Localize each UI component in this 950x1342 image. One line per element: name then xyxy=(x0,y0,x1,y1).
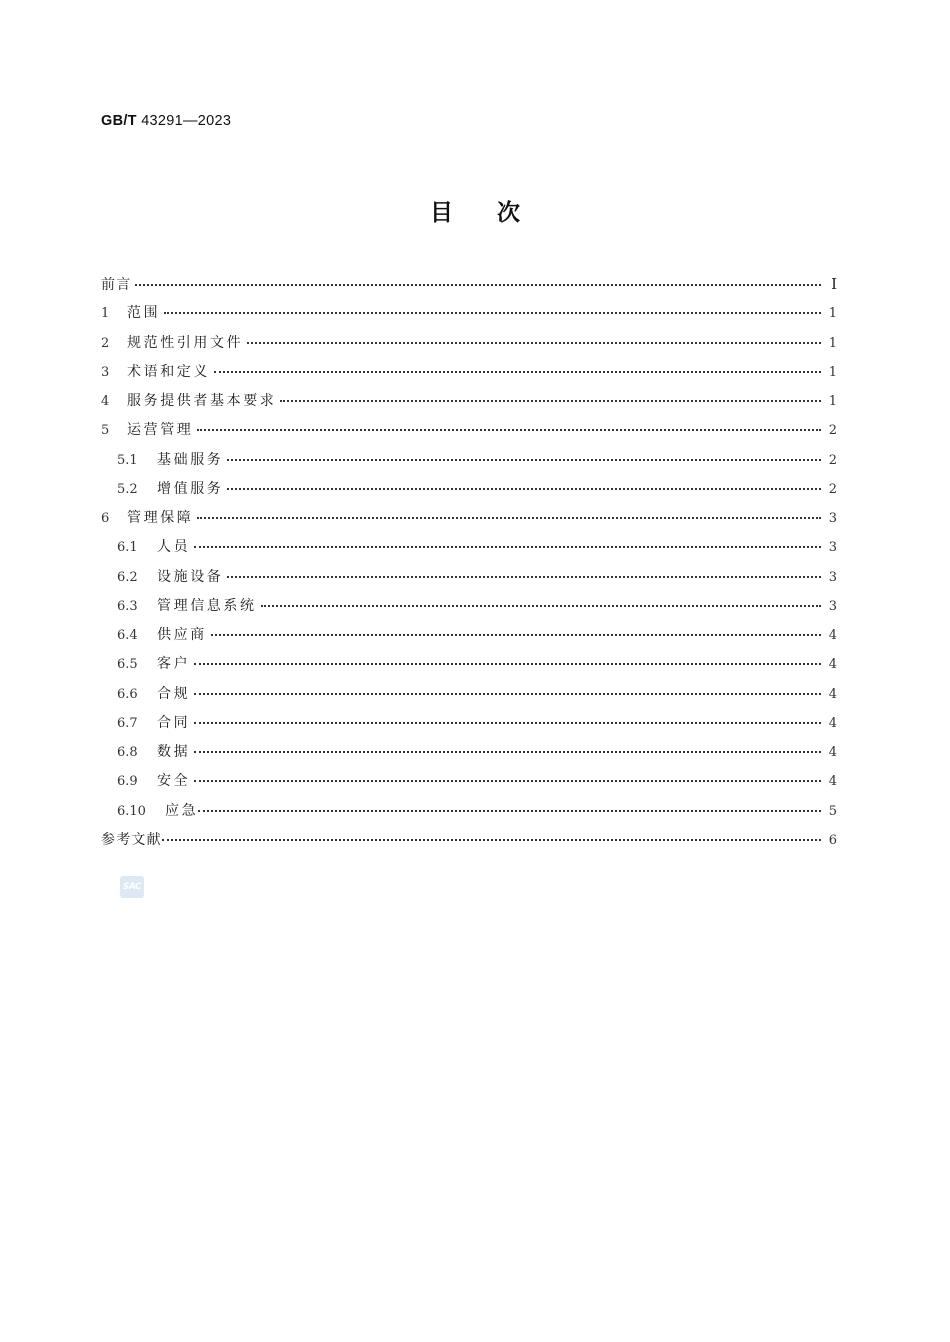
toc-entry-references[interactable] xyxy=(101,830,837,859)
toc-entry-number: 5 xyxy=(101,423,110,439)
toc-leader xyxy=(194,659,821,665)
toc-entry-label: 供应商 xyxy=(157,627,207,643)
toc-entry-3[interactable] xyxy=(101,362,837,391)
toc-leader xyxy=(247,338,821,344)
toc-entry-number: 6.8 xyxy=(117,745,138,760)
toc-entry-number: 6.5 xyxy=(117,657,138,673)
toc-entry-number: 6.9 xyxy=(117,774,138,790)
toc-entry-6-6[interactable] xyxy=(101,684,837,713)
toc-entry-label: 数据 xyxy=(157,744,191,760)
toc-entry-2[interactable] xyxy=(101,333,837,362)
toc-leader xyxy=(227,484,821,490)
toc-entry-label: 合规 xyxy=(157,685,191,702)
toc-entry-label: 术语和定义 xyxy=(127,363,210,380)
toc-entry-label: 规范性引用文件 xyxy=(127,334,244,351)
toc-entry-page: 2 xyxy=(828,452,837,468)
toc-entry-label: 设施设备 xyxy=(157,568,224,585)
toc-entry-page: 4 xyxy=(828,686,837,702)
toc-entry-label: 参考文献 xyxy=(101,831,162,848)
toc-entry-label: 应急 xyxy=(165,802,199,819)
toc-entry-label: 客户 xyxy=(157,656,191,673)
toc-leader xyxy=(164,308,821,314)
toc-entry-page: 1 xyxy=(828,394,837,409)
table-of-contents xyxy=(101,274,837,859)
standard-code xyxy=(101,113,231,129)
toc-entry-number: 5.2 xyxy=(117,481,138,497)
toc-leader xyxy=(162,835,821,841)
toc-entry-page: 4 xyxy=(828,745,837,760)
toc-entry-label: 基础服务 xyxy=(157,451,224,468)
toc-entry-foreword[interactable] xyxy=(101,274,837,303)
toc-entry-number: 3 xyxy=(101,364,110,380)
toc-leader xyxy=(194,689,821,695)
toc-entry-label: 管理信息系统 xyxy=(157,597,257,614)
toc-entry-label: 合同 xyxy=(157,714,191,731)
toc-entry-5-2[interactable] xyxy=(101,479,837,508)
toc-entry-page: 3 xyxy=(828,569,837,585)
toc-entry-page: 4 xyxy=(828,774,837,790)
toc-entry-number: 6.10 xyxy=(117,803,146,819)
toc-entry-1[interactable] xyxy=(101,303,837,332)
toc-entry-page: 4 xyxy=(828,628,837,643)
toc-leader xyxy=(135,280,821,286)
standard-number: 43291—2023 xyxy=(141,113,232,129)
toc-entry-5-1[interactable] xyxy=(101,450,837,479)
toc-leader xyxy=(261,601,821,607)
toc-entry-page: 1 xyxy=(828,364,837,380)
toc-entry-6[interactable] xyxy=(101,508,837,537)
toc-entry-number: 4 xyxy=(101,394,110,409)
toc-entry-page: Ⅰ xyxy=(831,275,837,293)
toc-entry-label: 范围 xyxy=(127,305,161,322)
toc-leader xyxy=(194,542,821,548)
toc-entry-number: 6.2 xyxy=(117,569,138,585)
toc-leader xyxy=(214,367,821,373)
toc-entry-page: 4 xyxy=(828,715,837,731)
toc-entry-6-3[interactable] xyxy=(101,596,837,625)
toc-leader xyxy=(194,776,821,782)
toc-leader xyxy=(198,806,821,812)
toc-entry-number: 1 xyxy=(101,306,110,322)
toc-entry-number: 6.1 xyxy=(117,540,138,556)
toc-entry-6-5[interactable] xyxy=(101,654,837,683)
toc-entry-label: 管理保障 xyxy=(127,510,194,526)
toc-entry-label: 人员 xyxy=(157,539,191,556)
toc-leader xyxy=(197,425,821,431)
toc-entry-label: 安全 xyxy=(157,773,191,790)
toc-entry-number: 2 xyxy=(101,335,110,351)
toc-entry-page: 3 xyxy=(828,540,837,556)
toc-entry-6-2[interactable] xyxy=(101,567,837,596)
toc-entry-number: 6.7 xyxy=(117,715,138,731)
toc-entry-number: 6.6 xyxy=(117,686,138,702)
standard-prefix: GB/T xyxy=(101,113,137,129)
toc-entry-label: 服务提供者基本要求 xyxy=(127,393,277,409)
toc-entry-6-10[interactable] xyxy=(101,801,837,830)
toc-entry-6-7[interactable] xyxy=(101,713,837,742)
toc-entry-number: 6.4 xyxy=(117,628,138,643)
toc-entry-6-1[interactable] xyxy=(101,537,837,566)
toc-entry-page: 3 xyxy=(828,598,837,614)
toc-entry-label: 运营管理 xyxy=(127,422,194,439)
toc-leader xyxy=(280,396,821,402)
toc-leader xyxy=(227,455,821,461)
page-title: 目次 xyxy=(430,200,564,226)
toc-entry-6-4[interactable] xyxy=(101,625,837,654)
toc-entry-4[interactable] xyxy=(101,391,837,420)
toc-entry-page: 2 xyxy=(828,423,837,439)
toc-entry-page: 2 xyxy=(828,481,837,497)
toc-entry-number: 6 xyxy=(101,511,110,526)
toc-entry-number: 6.3 xyxy=(117,598,138,614)
toc-entry-6-9[interactable] xyxy=(101,771,837,800)
toc-entry-page: 5 xyxy=(828,803,837,819)
toc-entry-label: 增值服务 xyxy=(157,480,224,497)
toc-leader xyxy=(194,718,821,724)
toc-entry-page: 6 xyxy=(828,832,837,848)
toc-leader xyxy=(197,513,821,519)
toc-leader xyxy=(211,630,821,636)
toc-entry-5[interactable] xyxy=(101,420,837,449)
toc-entry-page: 1 xyxy=(828,306,837,322)
toc-entry-page: 4 xyxy=(828,657,837,673)
toc-entry-page: 3 xyxy=(828,511,837,526)
sac-watermark-logo: SAC xyxy=(120,876,144,898)
toc-leader xyxy=(227,572,821,578)
toc-entry-label: 前言 xyxy=(101,277,132,293)
toc-entry-6-8[interactable] xyxy=(101,742,837,771)
toc-leader xyxy=(194,747,821,753)
toc-entry-number: 5.1 xyxy=(117,452,138,468)
toc-entry-page: 1 xyxy=(828,335,837,351)
